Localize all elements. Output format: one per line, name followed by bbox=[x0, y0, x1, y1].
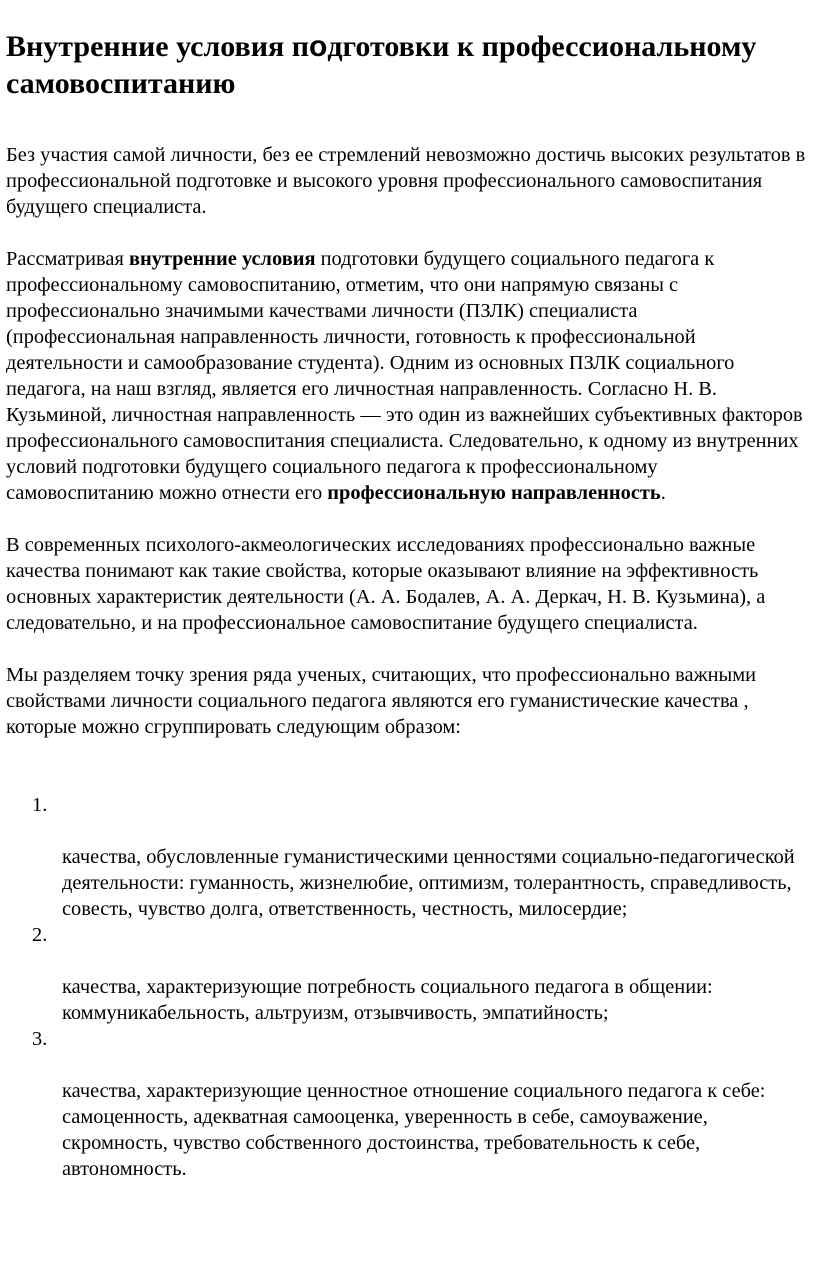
list-item bbox=[6, 1026, 810, 1182]
paragraph-2-end: . bbox=[660, 482, 666, 504]
list-item bbox=[6, 792, 810, 922]
title-part-2: о bbox=[309, 30, 328, 63]
paragraph-3: В современных психолого-акмеологических исследованиях профессионально важные качества понимают как такие свойства, которые оказывают влияние на эффективность основных характеристик деятельности (А. А. Бодалев, А. А. Деркач, Н. В. Кузьмина), а следовательно, и на профессиональное самовоспитание будущего специалиста. bbox=[6, 534, 766, 634]
qualities-list bbox=[6, 792, 810, 1182]
list-item-number: 2. bbox=[32, 924, 48, 946]
paragraph-2 bbox=[6, 246, 810, 506]
paragraph-2-body: подготовки будущего социального педагога к профессиональному самовоспитанию, отметим, что они напрямую связаны с профессионально значимыми качествами личности (ПЗЛК) специалиста (профессиональная направленность личности, готовность к профессиональной деятельности и самообразование студента). Одним из основных ПЗЛК социального педагога, на наш взгляд, является его личностная направленность. Согласно Н. В. Кузьминой, личностная направленность — это один из важнейших субъективных факторов профессионального самовоспитания специалиста. Следовательно, к одному из внутренних условий подготовки будущего социального педагога к профессиональному самовоспитанию можно отнести его bbox=[6, 248, 803, 504]
list-item-text: качества, характеризующие ценностное отношение социального педагога к себе: самоценность, адекватная самооценка, уверенность в себе, самоуважение, скромность, чувство собственного достоинства, требовательность к себе, автономность. bbox=[62, 1080, 766, 1180]
list-item bbox=[6, 922, 810, 1026]
paragraph-4: Мы разделяем точку зрения ряда ученых, считающих, что профессионально важными свойствами личности социального педагога являются его гуманистические качества , которые можно сгруппировать следующим образом: bbox=[6, 664, 757, 738]
list-item-number: 1. bbox=[32, 794, 48, 816]
bold-internal-conditions: внутренние условия bbox=[128, 248, 316, 270]
paragraph-2-intro: Рассматривая bbox=[6, 248, 129, 270]
list-item-number: 3. bbox=[32, 1028, 48, 1050]
title-part-3: дготовки к профессиональному самовоспитанию bbox=[6, 30, 757, 100]
list-item-text: качества, характеризующие потребность социального педагога в общении: коммуникабельность, альтруизм, отзывчивость, эмпатийность; bbox=[62, 976, 713, 1024]
bold-professional-orientation: профессиональную направленность bbox=[327, 482, 661, 504]
title-part-1: Внутренние условия п bbox=[6, 30, 310, 63]
document-title bbox=[6, 28, 810, 102]
list-item-text: качества, обусловленные гуманистическими ценностями социально-педагогической деятельности: гуманность, жизнелюбие, оптимизм, толерантность, справедливость, совесть, чувство долга, ответственность, честность, милосердие; bbox=[62, 846, 795, 920]
paragraph-1: Без участия самой личности, без ее стремлений невозможно достичь высоких результатов в профессиональной подготовке и высокого уровня профессионального самовоспитания будущего специалиста. bbox=[6, 144, 806, 218]
